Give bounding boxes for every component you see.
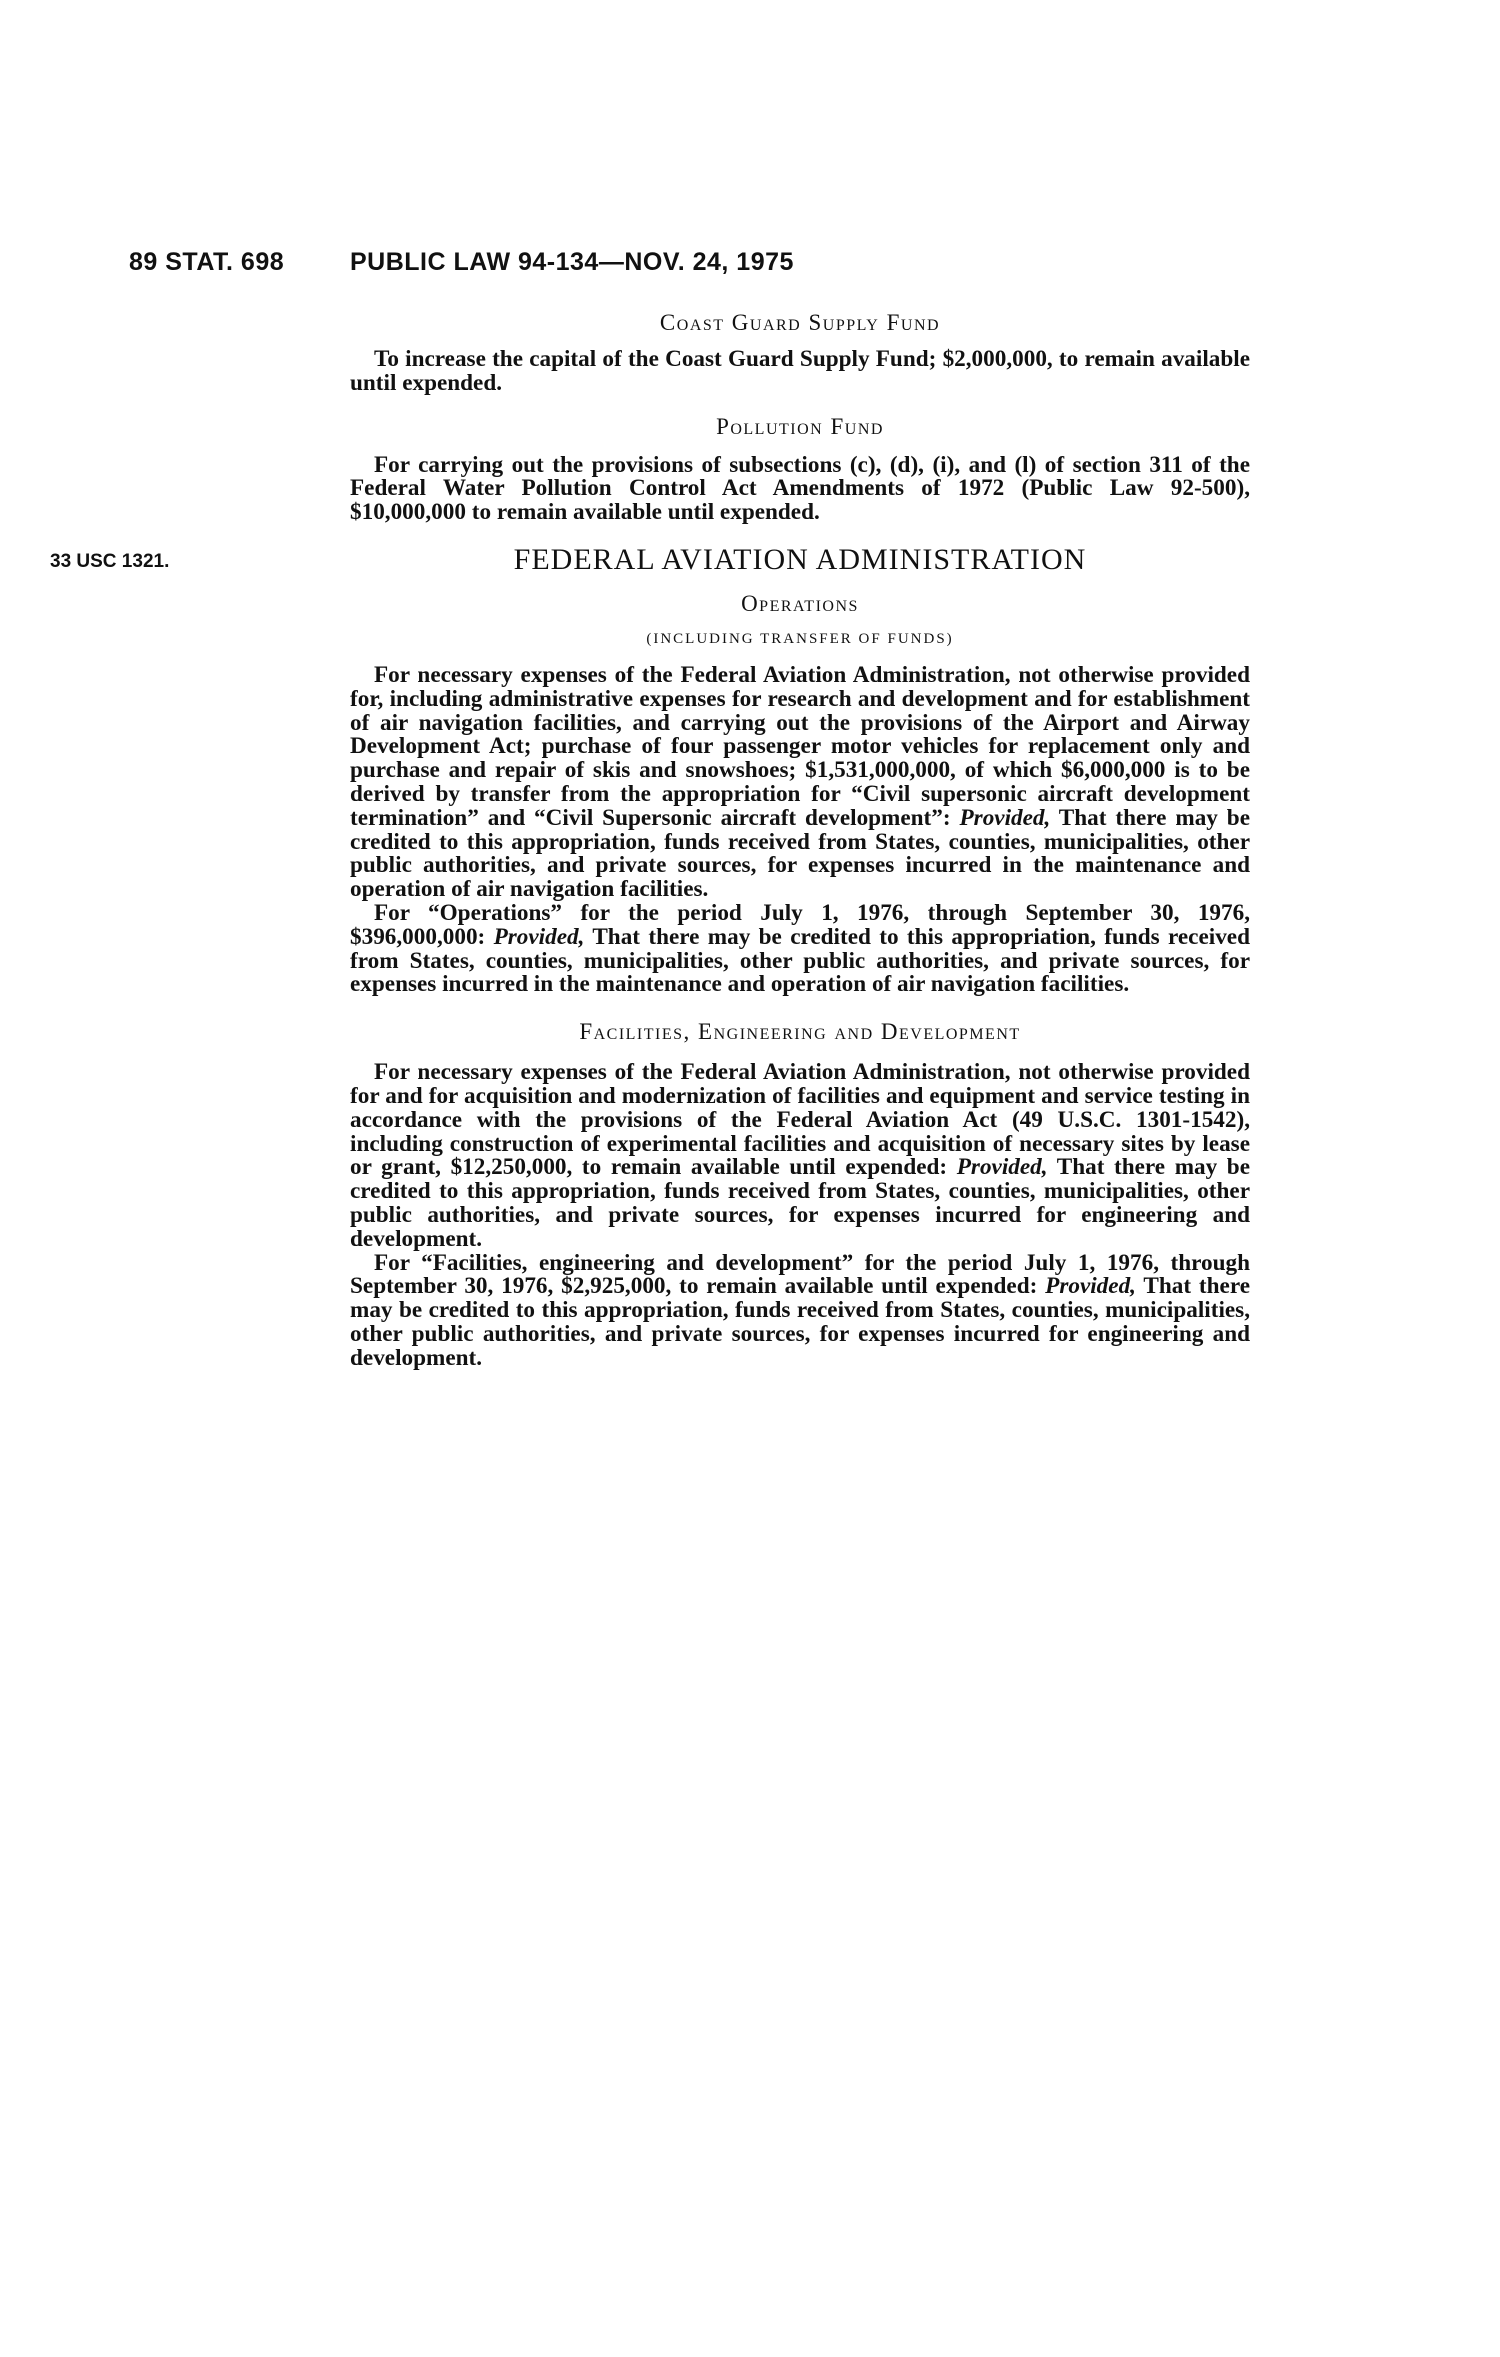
fac-p1-provided: Provided,	[956, 1154, 1048, 1181]
operations-paragraph-1	[350, 661, 1250, 903]
facilities-paragraph-1	[350, 1061, 1250, 1251]
pollution-fund-paragraph: For carrying out the provisions of subsections (c), (d), (i), and (l) of section 311 of the Federal Water Pollution Control Act Amendments of 1972 (Public Law 92-500), $10,000,000 to remain available until expended.	[350, 451, 1250, 526]
fac-p2-provided: Provided,	[1045, 1273, 1136, 1300]
operations-heading: Operations	[741, 590, 859, 616]
transfer-of-funds-subheading: (INCLUDING TRANSFER OF FUNDS)	[646, 630, 954, 647]
fac-p2-text-b: That there may be credited to this appropriation, funds received from States, counties, municipalities, other public authorities, and private sources, for expenses incurred for engineering and development.	[350, 1273, 1250, 1371]
ops-p1-text-a: For necessary expenses of the Federal Aviation Administration, not otherwise provided for, including administrative expenses for research and development and for establishment of air navigation facilities, and carrying out the provisions of the Airport and Airway Development Act; purchase of four passenger motor vehicles for replacement only and purchase and repair of skis and snowshoes; $1,531,000,000, of which $6,000,000 is to be derived by transfer from the appropriation for “Civil supersonic aircraft development termination” and “Civil Supersonic aircraft development”:	[350, 661, 1250, 831]
fac-p1-text-b: That there may be credited to this appropriation, funds received from States, counties, municipalities, other public authorities, and private sources, for expenses incurred for engineering and development.	[350, 1154, 1250, 1252]
operations-paragraph-2	[350, 899, 1250, 998]
facilities-paragraph-2	[350, 1249, 1250, 1371]
pollution-fund-heading: Pollution Fund	[716, 413, 884, 439]
page-header	[0, 248, 1500, 288]
coast-guard-paragraph: To increase the capital of the Coast Guard Supply Fund; $2,000,000, to remain available until expended.	[350, 346, 1250, 396]
coast-guard-heading: Coast Guard Supply Fund	[659, 310, 941, 335]
facilities-heading: Facilities, Engineering and Development	[579, 1019, 1021, 1045]
ops-p2-text-b: That there may be credited to this appropriation, funds received from States, counties, municipalities, other public authorities, and private sources, for expenses incurred in the maintenance and operation of air navigation facilities.	[350, 923, 1250, 998]
stat-citation: 89 STAT. 698	[129, 248, 285, 276]
faa-title: FEDERAL AVIATION ADMINISTRATION	[513, 542, 1087, 576]
ops-p1-text-b: That there may be credited to this appropriation, funds received from States, counties, municipalities, other public authorities, and private sources, for expenses incurred in the maintenance and operation of air navigation facilities.	[350, 804, 1250, 903]
ops-p2-text-a: For “Operations” for the period July 1, 1976, through September 30, 1976, $396,000,000:	[350, 899, 1250, 950]
fac-p1-text-a: For necessary expenses of the Federal Aviation Administration, not otherwise provided for and for acquisition and modernization of facilities and equipment and service testing in accordance with the provisions of the Federal Aviation Act (49 U.S.C. 1301-1542), including construction of experimental facilities and acquisition of necessary sites by lease or grant, $12,250,000, to remain available until expended:	[350, 1059, 1250, 1181]
ops-p2-provided: Provided,	[493, 923, 585, 950]
fac-p2-text-a: For “Facilities, engineering and development” for the period July 1, 1976, through September 30, 1976, $2,925,000, to remain available until expended:	[350, 1249, 1250, 1300]
main-column	[350, 310, 1250, 1371]
public-law-citation: PUBLIC LAW 94-134—NOV. 24, 1975	[350, 248, 794, 276]
ops-p1-provided: Provided,	[959, 804, 1051, 831]
margin-note-usc: 33 USC 1321.	[50, 551, 170, 572]
